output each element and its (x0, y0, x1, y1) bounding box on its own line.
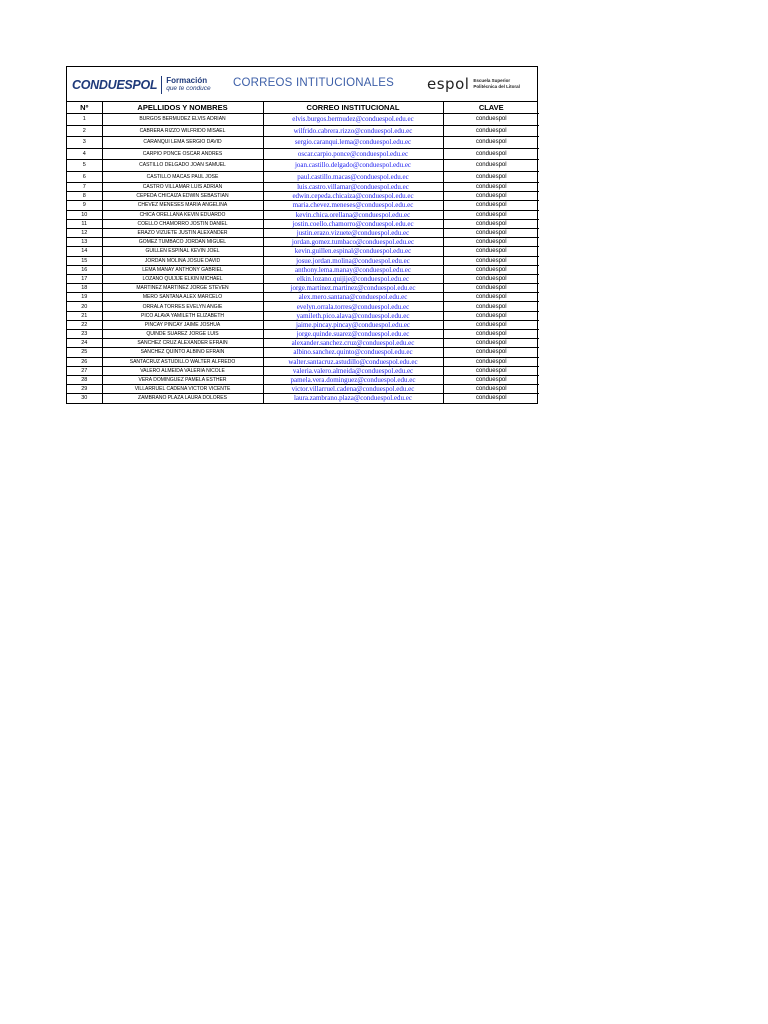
table-row (67, 114, 539, 126)
row-number: 13 (67, 238, 102, 247)
row-name: VILLARRUEL CADENA VICTOR VICENTE (102, 385, 263, 394)
row-email-link[interactable]: yamileth.pico.alava@conduespol.edu.ec (263, 311, 443, 320)
row-password: conduespol (443, 274, 539, 283)
row-name: CARPIO PONCE OSCAR ANDRES (102, 148, 263, 160)
logo-divider (161, 76, 162, 94)
table-row (67, 137, 539, 149)
row-password: conduespol (443, 385, 539, 394)
row-name: GUILLEN ESPINAL KEVIN JOEL (102, 247, 263, 256)
row-name: CARANQUI LEMA SERGIO DAVID (102, 137, 263, 149)
table-row (67, 320, 539, 329)
espol-logo (427, 75, 520, 93)
table-row (67, 256, 539, 265)
table-row (67, 339, 539, 348)
row-password: conduespol (443, 302, 539, 311)
table-row (67, 302, 539, 311)
row-name: CABRERA RIZZO WILFRIDO MISAEL (102, 125, 263, 137)
row-number: 10 (67, 210, 102, 219)
row-password: conduespol (443, 357, 539, 366)
row-email-link[interactable]: paul.castillo.macas@conduespol.edu.ec (263, 171, 443, 183)
espol-subtitle-1: Escuela Superior (473, 78, 511, 83)
row-number: 2 (67, 125, 102, 137)
row-number: 25 (67, 348, 102, 357)
row-email-link[interactable]: walter.santacruz.astudillo@conduespol.edu.ec (263, 357, 443, 366)
row-password: conduespol (443, 114, 539, 126)
row-password: conduespol (443, 293, 539, 302)
column-header-name: APELLIDOS Y NOMBRES (102, 102, 263, 114)
row-email-link[interactable]: albino.sanchez.quinto@conduespol.edu.ec (263, 348, 443, 357)
row-name: CEPEDA CHICAIZA EDWIN SEBASTIAN (102, 192, 263, 201)
espol-wordmark: espol (427, 75, 470, 93)
row-email-link[interactable]: kevin.chica.orellana@conduespol.edu.ec (263, 210, 443, 219)
row-name: GOMEZ TUMBACO JORDAN MIGUEL (102, 238, 263, 247)
row-password: conduespol (443, 394, 539, 403)
row-number: 6 (67, 171, 102, 183)
espol-subtitle-2: Politécnica del Litoral (473, 84, 520, 89)
row-name: CASTRO VILLAMAR LUIS ADRIAN (102, 183, 263, 192)
row-email-link[interactable]: jorge.quinde.suarez@conduespol.edu.ec (263, 330, 443, 339)
row-number: 28 (67, 375, 102, 384)
row-name: MARTINEZ MARTINEZ JORGE STEVEN (102, 284, 263, 293)
table-body (67, 114, 539, 403)
column-header-email: CORREO INSTITUCIONAL (263, 102, 443, 114)
espol-subtitle (473, 78, 520, 90)
row-number: 9 (67, 201, 102, 210)
page-title: CORREOS INTITUCIONALES (233, 77, 394, 89)
column-header-number: Nº (67, 102, 102, 114)
row-number: 17 (67, 274, 102, 283)
table-row (67, 330, 539, 339)
row-name: SANCHEZ QUINTO ALBINO EFRAIN (102, 348, 263, 357)
table-row (67, 247, 539, 256)
row-password: conduespol (443, 219, 539, 228)
row-name: JORDAN MOLINA JOSUE DAVID (102, 256, 263, 265)
row-name: LEMA MANAY ANTHONY GABRIEL (102, 265, 263, 274)
table-row (67, 148, 539, 160)
row-email-link[interactable]: elkin.lozano.quijije@conduespol.edu.ec (263, 274, 443, 283)
row-password: conduespol (443, 238, 539, 247)
row-name: CASTILLO MACAS PAUL JOSE (102, 171, 263, 183)
row-name: QUINDE SUAREZ JORGE LUIS (102, 330, 263, 339)
brand-tagline-2: que te conduce (166, 85, 211, 92)
row-email-link[interactable]: valeria.valero.almeida@conduespol.edu.ec (263, 366, 443, 375)
table-row (67, 210, 539, 219)
table-row (67, 238, 539, 247)
row-password: conduespol (443, 228, 539, 237)
table-row (67, 366, 539, 375)
email-list-sheet (66, 66, 538, 404)
row-email-link[interactable]: justin.erazo.vizuete@conduespol.edu.ec (263, 228, 443, 237)
row-email-link[interactable]: jostin.coello.chamorro@conduespol.edu.ec (263, 219, 443, 228)
conduespol-logo (72, 74, 211, 96)
table-row (67, 385, 539, 394)
row-password: conduespol (443, 284, 539, 293)
row-password: conduespol (443, 125, 539, 137)
row-email-link[interactable]: wilfrido.cabrera.rizzo@conduespol.edu.ec (263, 125, 443, 137)
table-row (67, 171, 539, 183)
row-password: conduespol (443, 160, 539, 172)
table-row (67, 183, 539, 192)
row-number: 19 (67, 293, 102, 302)
row-email-link[interactable]: victor.villarruel.cadena@conduespol.edu.ec (263, 385, 443, 394)
row-name: CASTILLO DELGADO JOAN SAMUEL (102, 160, 263, 172)
row-email-link[interactable]: luis.castro.villamar@conduespol.edu.ec (263, 183, 443, 192)
table-row (67, 125, 539, 137)
brand-tagline (166, 77, 210, 93)
row-number: 14 (67, 247, 102, 256)
row-email-link[interactable]: alexander.sanchez.cruz@conduespol.edu.ec (263, 339, 443, 348)
row-password: conduespol (443, 375, 539, 384)
row-number: 30 (67, 394, 102, 403)
table-row (67, 274, 539, 283)
row-name: SANCHEZ CRUZ ALEXANDER EFRAIN (102, 339, 263, 348)
column-header-password: CLAVE (443, 102, 539, 114)
row-email-link[interactable]: jordan.gomez.tumbaco@conduespol.edu.ec (263, 238, 443, 247)
row-number: 11 (67, 219, 102, 228)
row-password: conduespol (443, 210, 539, 219)
row-name: VERA DOMINGUEZ PAMELA ESTHER (102, 375, 263, 384)
row-email-link[interactable]: maria.chevez.meneses@conduespol.edu.ec (263, 201, 443, 210)
table-row (67, 160, 539, 172)
row-name: BURGOS BERMUDEZ ELVIS ADRIAN (102, 114, 263, 126)
row-number: 15 (67, 256, 102, 265)
row-number: 23 (67, 330, 102, 339)
table-row (67, 219, 539, 228)
row-password: conduespol (443, 192, 539, 201)
row-number: 16 (67, 265, 102, 274)
table-row (67, 201, 539, 210)
table-row (67, 228, 539, 237)
table-row (67, 375, 539, 384)
row-name: VALERO ALMEIDA VALERIA NICOLE (102, 366, 263, 375)
row-password: conduespol (443, 183, 539, 192)
row-email-link[interactable]: kevin.guillen.espinal@conduespol.edu.ec (263, 247, 443, 256)
table-header-row (67, 102, 539, 114)
row-email-link[interactable]: pamela.vera.dominguez@conduespol.edu.ec (263, 375, 443, 384)
row-email-link[interactable]: josue.jordan.molina@conduespol.edu.ec (263, 256, 443, 265)
row-number: 7 (67, 183, 102, 192)
table-row (67, 311, 539, 320)
row-number: 18 (67, 284, 102, 293)
row-password: conduespol (443, 256, 539, 265)
row-password: conduespol (443, 320, 539, 329)
row-number: 24 (67, 339, 102, 348)
row-password: conduespol (443, 247, 539, 256)
row-email-link[interactable]: joan.castillo.delgado@conduespol.edu.ec (263, 160, 443, 172)
row-email-link[interactable]: oscar.carpio.ponce@conduespol.edu.ec (263, 148, 443, 160)
row-name: ZAMBRANO PLAZA LAURA DOLORES (102, 394, 263, 403)
header-banner (67, 67, 537, 102)
row-number: 29 (67, 385, 102, 394)
row-number: 1 (67, 114, 102, 126)
row-password: conduespol (443, 366, 539, 375)
row-number: 26 (67, 357, 102, 366)
row-name: PINCAY PINCAY JAIME JOSHUA (102, 320, 263, 329)
row-email-link[interactable]: edwin.cepeda.chicaiza@conduespol.edu.ec (263, 192, 443, 201)
row-number: 12 (67, 228, 102, 237)
row-email-link[interactable]: laura.zambrano.plaza@conduespol.edu.ec (263, 394, 443, 403)
table-row (67, 284, 539, 293)
row-number: 27 (67, 366, 102, 375)
row-name: LOZANO QUIJIJE ELKIN MICHAEL (102, 274, 263, 283)
table-row (67, 265, 539, 274)
row-name: SANTACRUZ ASTUDILLO WALTER ALFREDO (102, 357, 263, 366)
row-password: conduespol (443, 148, 539, 160)
email-table (67, 102, 539, 403)
row-name: MERO SANTANA ALEX MARCELO (102, 293, 263, 302)
row-number: 20 (67, 302, 102, 311)
row-number: 3 (67, 137, 102, 149)
row-name: COELLO CHAMORRO JOSTIN DANIEL (102, 219, 263, 228)
row-password: conduespol (443, 339, 539, 348)
row-name: PICO ALAVA YAMILETH ELIZABETH (102, 311, 263, 320)
row-email-link[interactable]: evelyn.orrala.torres@conduespol.edu.ec (263, 302, 443, 311)
row-email-link[interactable]: elvis.burgos.bermudez@conduespol.edu.ec (263, 114, 443, 126)
row-password: conduespol (443, 265, 539, 274)
row-number: 4 (67, 148, 102, 160)
row-password: conduespol (443, 311, 539, 320)
row-number: 21 (67, 311, 102, 320)
row-password: conduespol (443, 201, 539, 210)
table-row (67, 293, 539, 302)
table-row (67, 348, 539, 357)
brand-name: CONDUESPOL (72, 78, 158, 92)
row-name: ERAZO VIZUETE JUSTIN ALEXANDER (102, 228, 263, 237)
table-row (67, 394, 539, 403)
row-email-link[interactable]: anthony.lema.manay@conduespol.edu.ec (263, 265, 443, 274)
row-email-link[interactable]: jaime.pincay.pincay@conduespol.edu.ec (263, 320, 443, 329)
row-number: 22 (67, 320, 102, 329)
row-email-link[interactable]: sergio.caranqui.lema@conduespol.edu.ec (263, 137, 443, 149)
row-email-link[interactable]: alex.mero.santana@conduespol.edu.ec (263, 293, 443, 302)
row-name: ORRALA TORRES EVELYN ANGIE (102, 302, 263, 311)
row-name: CHEVEZ MENESES MARIA ANGELINA (102, 201, 263, 210)
row-password: conduespol (443, 171, 539, 183)
row-number: 8 (67, 192, 102, 201)
table-row (67, 357, 539, 366)
row-name: CHICA ORELLANA KEVIN EDUARDO (102, 210, 263, 219)
row-password: conduespol (443, 330, 539, 339)
row-password: conduespol (443, 137, 539, 149)
brand-tagline-1: Formación (166, 76, 208, 85)
row-email-link[interactable]: jorge.martinez.martinez@conduespol.edu.ec (263, 284, 443, 293)
table-row (67, 192, 539, 201)
row-number: 5 (67, 160, 102, 172)
row-password: conduespol (443, 348, 539, 357)
